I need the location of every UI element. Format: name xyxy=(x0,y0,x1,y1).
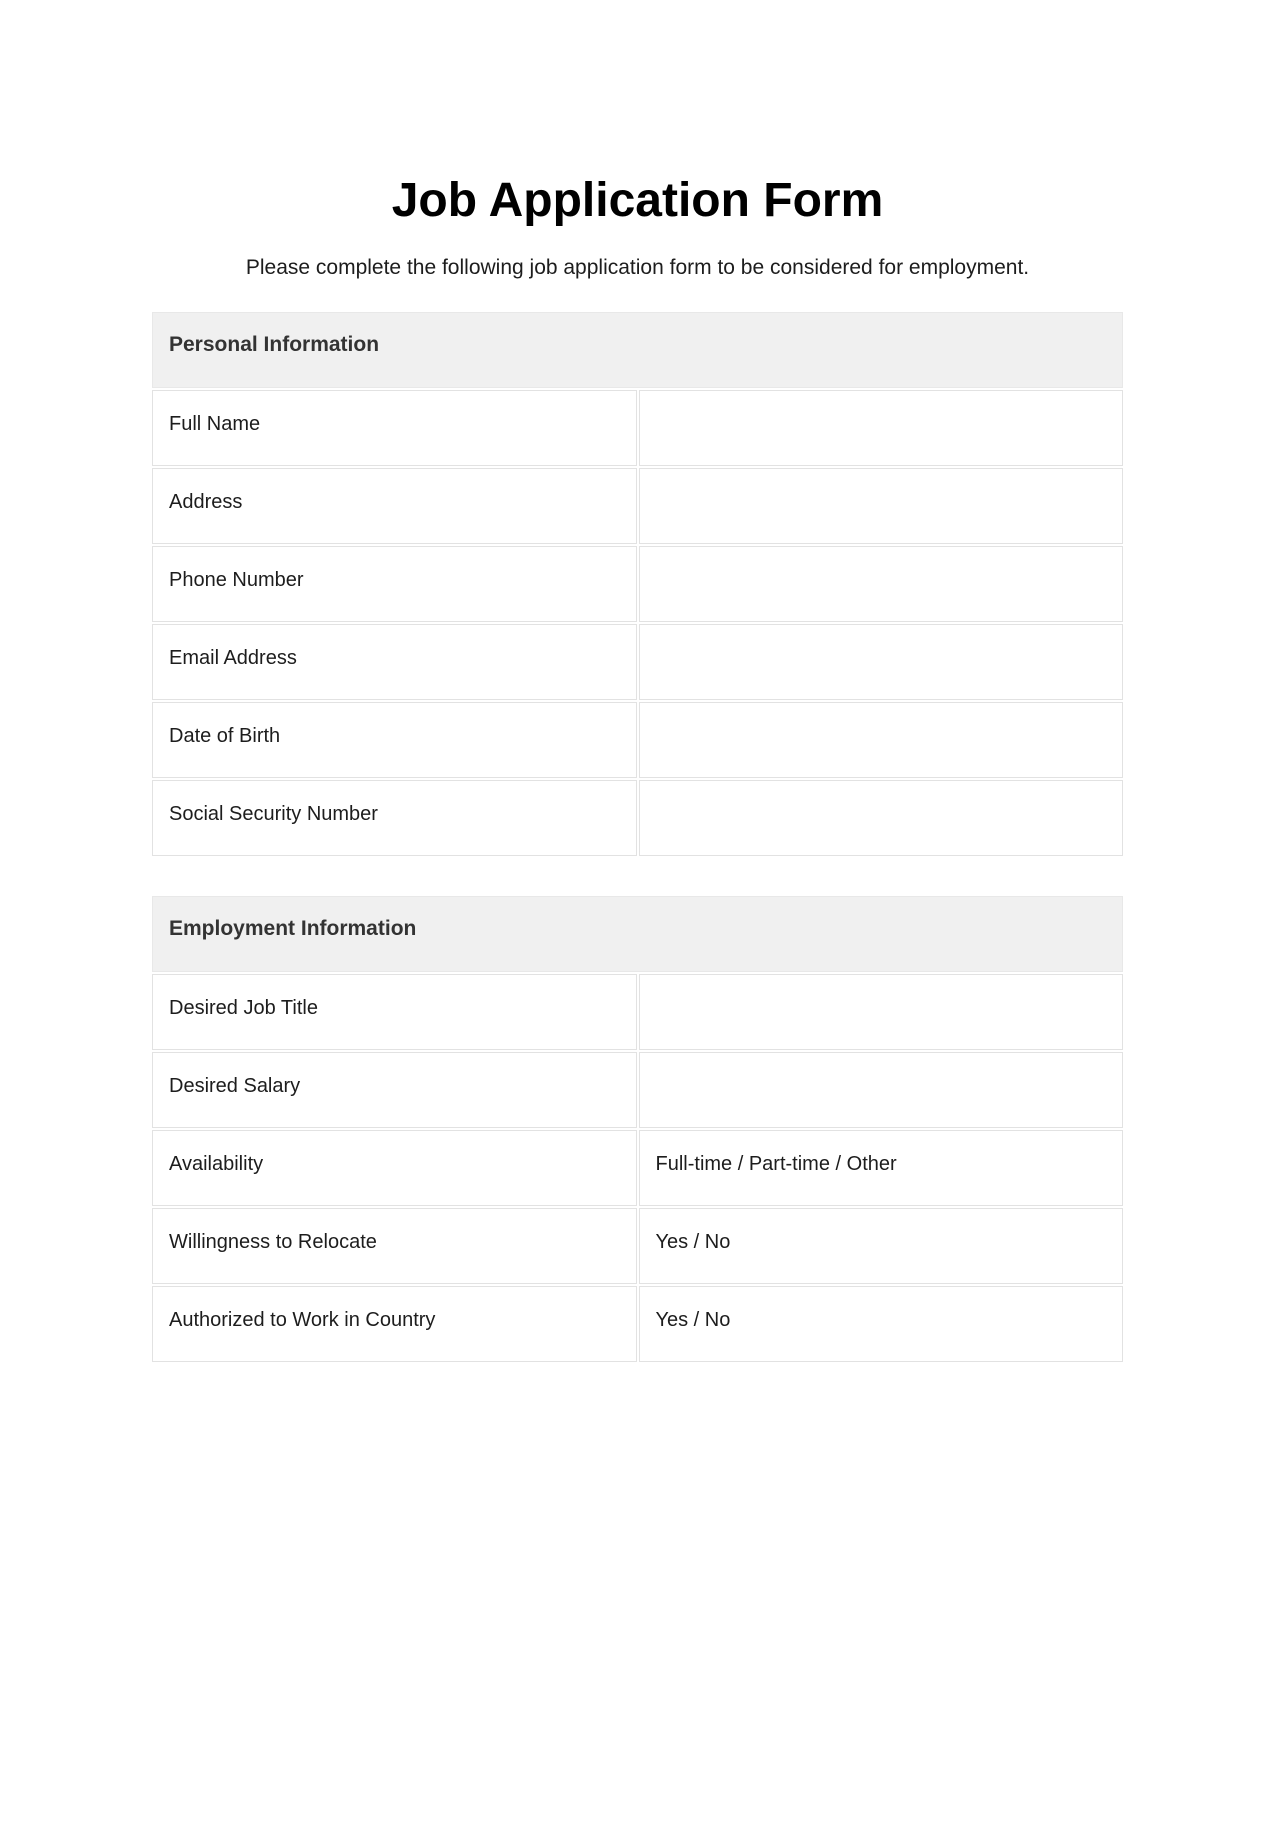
personal-information-header: Personal Information xyxy=(152,312,1123,388)
willingness-to-relocate-label: Willingness to Relocate xyxy=(152,1208,637,1284)
full-name-label: Full Name xyxy=(152,390,637,466)
phone-number-label: Phone Number xyxy=(152,546,637,622)
willingness-to-relocate-value[interactable]: Yes / No xyxy=(639,1208,1124,1284)
social-security-number-label: Social Security Number xyxy=(152,780,637,856)
page-title: Job Application Form xyxy=(391,174,884,227)
authorized-to-work-in-country-label: Authorized to Work in Country xyxy=(152,1286,637,1362)
availability-value[interactable]: Full-time / Part-time / Other xyxy=(639,1130,1124,1206)
phone-number-row xyxy=(152,546,1123,622)
address-row xyxy=(152,468,1123,544)
employment-information-section xyxy=(150,894,1125,1364)
willingness-to-relocate-row xyxy=(152,1208,1123,1284)
page-subtitle: Please complete the following job application form to be considered for employment. xyxy=(245,256,1030,279)
address-value[interactable] xyxy=(639,468,1124,544)
desired-salary-value[interactable] xyxy=(639,1052,1124,1128)
email-address-label: Email Address xyxy=(152,624,637,700)
document-page xyxy=(150,173,1125,1364)
social-security-number-value[interactable] xyxy=(639,780,1124,856)
social-security-number-row xyxy=(152,780,1123,856)
section-header-row xyxy=(152,896,1123,972)
availability-row xyxy=(152,1130,1123,1206)
date-of-birth-value[interactable] xyxy=(639,702,1124,778)
desired-salary-row xyxy=(152,1052,1123,1128)
date-of-birth-row xyxy=(152,702,1123,778)
email-address-value[interactable] xyxy=(639,624,1124,700)
personal-information-section xyxy=(150,310,1125,858)
section-header-row xyxy=(152,312,1123,388)
employment-information-header: Employment Information xyxy=(152,896,1123,972)
desired-job-title-row xyxy=(152,974,1123,1050)
availability-label: Availability xyxy=(152,1130,637,1206)
desired-job-title-value[interactable] xyxy=(639,974,1124,1050)
full-name-row xyxy=(152,390,1123,466)
authorized-to-work-in-country-value[interactable]: Yes / No xyxy=(639,1286,1124,1362)
date-of-birth-label: Date of Birth xyxy=(152,702,637,778)
email-address-row xyxy=(152,624,1123,700)
desired-salary-label: Desired Salary xyxy=(152,1052,637,1128)
form-sections xyxy=(150,310,1125,1364)
full-name-value[interactable] xyxy=(639,390,1124,466)
phone-number-value[interactable] xyxy=(639,546,1124,622)
desired-job-title-label: Desired Job Title xyxy=(152,974,637,1050)
authorized-to-work-in-country-row xyxy=(152,1286,1123,1362)
address-label: Address xyxy=(152,468,637,544)
